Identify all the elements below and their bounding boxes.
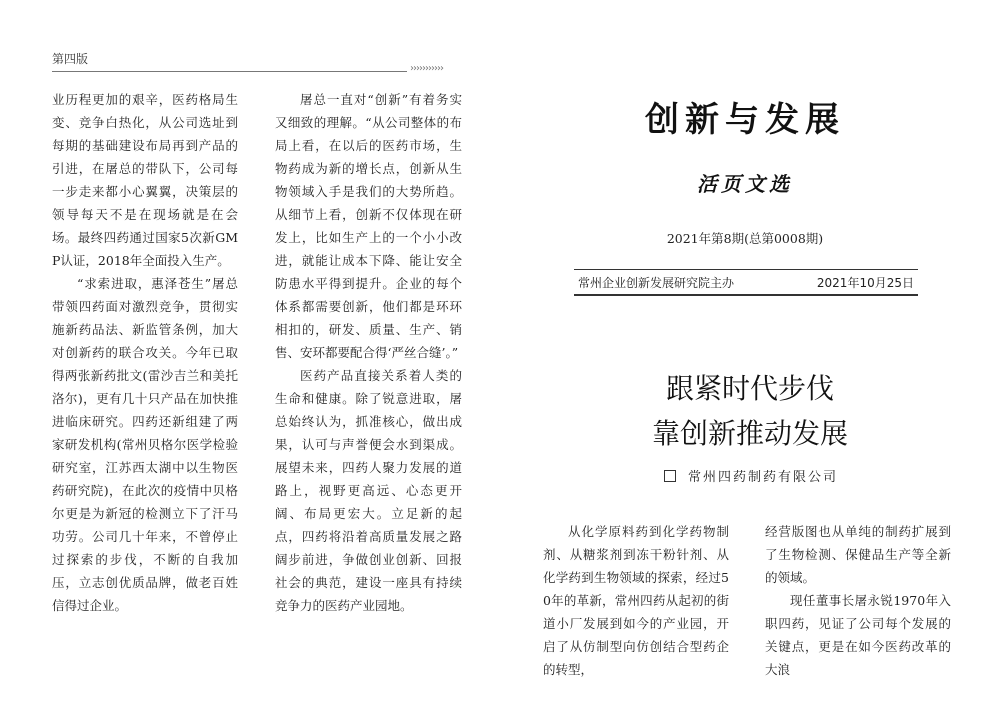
article-column-1 — [543, 520, 729, 681]
header-arrows-icon: ››››››››››› — [410, 63, 443, 74]
paragraph: 现任董事长屠永锐1970年入职四药，见证了公司每个发展的关键点，更是在如今医药改革的大浪 — [765, 593, 951, 677]
article-headline — [590, 366, 910, 456]
paragraph: 从化学原料药到化学药物制剂、从糖浆剂到冻干粉针剂、从化学药到生物领域的探索，经过50年的革新，常州四药从起初的街道小厂发展到如今的产业园，开启了从仿制型向仿创结合型药企的转型， — [543, 524, 729, 677]
left-column-1 — [52, 88, 238, 617]
page-label: 第四版 — [52, 52, 89, 66]
paragraph: 医药产品直接关系着人类的生命和健康。除了锐意进取，屠总始终认为，抓准核心，做出成果，认可与声誉便会水到渠成。展望未来，四药人聚力发展的道路上，视野更高远、心态更开阔、布局更宏大。立足新的起点，四药将沿着高质量发展之路阔步前进，争做创业创新、回报社会的典范，建设一座具有持续竞争力的医药产业园地。 — [275, 368, 462, 613]
left-column-2 — [275, 88, 462, 617]
article-author — [664, 466, 838, 485]
paragraph: “求索进取，惠泽苍生”屠总带领四药面对激烈竞争，贯彻实施新药品法、新监管条例，加大对创新药的联合攻关。今年已取得两张新药批文(雷沙吉兰和美托洛尔)，更有几十只产品在加快推进临床研究。四药还新组建了两家研发机构(常州贝格尔医学检验研究室，江苏西太湖中以生物医药研究院)，在此次的疫情中贝格尔更是为新冠的检测立下了汗马功劳。公司几十年来，不曾停止过探索的步伐，不断的自我加压，立志创优质品牌，做老百姓信得过企业。 — [52, 276, 238, 613]
header-divider — [52, 71, 407, 72]
issue-number: 2021年第8期(总第0008期) — [666, 231, 824, 246]
article-column-2 — [765, 520, 951, 681]
organizer: 常州企业创新发展研究院主办 — [578, 276, 735, 290]
headline-line-1: 跟紧时代步伐 — [665, 372, 834, 405]
masthead-rule-bottom — [574, 294, 918, 296]
headline-line-2: 靠创新推动发展 — [651, 417, 848, 450]
masthead-title: 创新与发展 — [645, 100, 845, 140]
masthead-rule-top — [574, 269, 918, 270]
publication-date: 2021年10月25日 — [816, 276, 914, 290]
author-name: 常州四药制药有限公司 — [688, 470, 839, 485]
masthead-subtitle: 活页文选 — [697, 172, 793, 196]
paragraph: 屠总一直对“创新”有着务实又细致的理解。“从公司整体的布局上看，在以后的医药市场，生物药成为新的增长点，创新从生物领域入手是我们的大势所趋。从细节上看，创新不仅体现在研发上，比如生产上的一个小小改进，就能让成本下降、能让安全防患水平得到提升。企业的每个体系都需要创新，他们都是环环相扣的，研发、质量、生产、销售、安环都要配合得‘严丝合缝’。” — [275, 92, 462, 360]
paragraph: 经营版图也从单纯的制药扩展到了生物检测、保健品生产等全新的领域。 — [765, 524, 951, 585]
paragraph: 业历程更加的艰辛，医药格局生变、竞争白热化，从公司选址到每期的基础建设布局再到产品的引进，在屠总的带队下，公司每一步走来都小心翼翼，决策层的领导每天不是在现场就是在会场。最终四药通过国家5次新GMP认证，2018年全面投入生产。 — [52, 92, 238, 268]
square-bullet-icon — [664, 470, 676, 482]
